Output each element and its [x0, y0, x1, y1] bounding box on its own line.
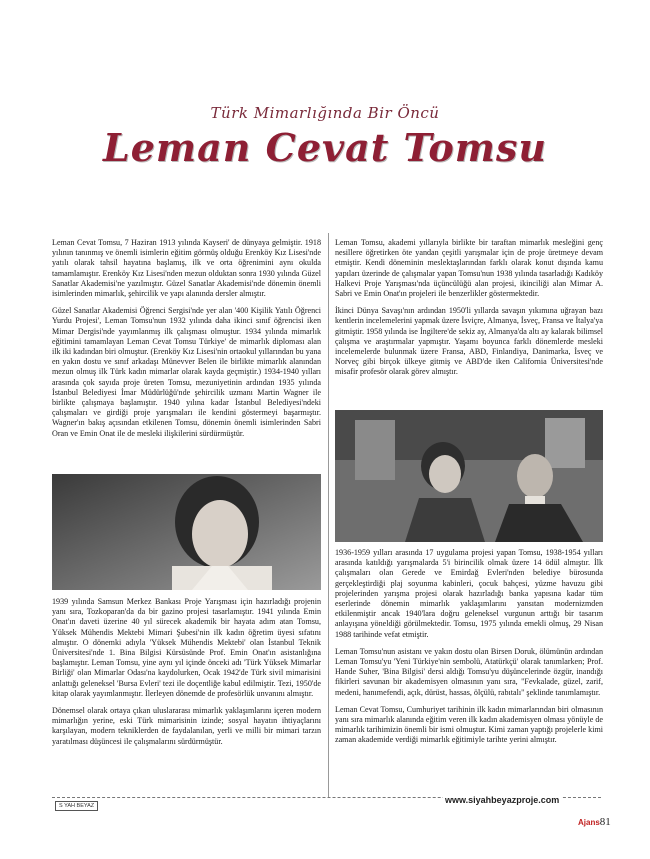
brand-logo: Ajans [578, 818, 600, 827]
paragraph: 1939 yılında Samsun Merkez Bankası Proje Yarışması için hazırladığı projenin yanı sıra, Tozkoparan'da da bir gazino projesi tasarlamıştır. 1941 yılında Emin Onat'ın daveti üzerine 40 yıl sürecek akademik bir hayata adım atan Tomsu, Yüksek Mühendis Mektebi Mimari Şubesi'nin ilk kadın öğretim üyesi sıfatını almıştır. O dönemki adıyla 'Yüksek Mühendis Mektebi' olan İstanbul Teknik Üniversitesi'nde 1. Bina Bilgisi Kürsüsünde Prof. Emin Onat'ın asistanlığına başlamıştır. Leman Tomsu, yine aynı yıl içinde önceki adı 'Türk Yüksek Mimarlar Birliği' olan Mimarlar Odası'na kaydolurken, Ocak 1942'de Türk sivil mimarisini anlattığı geleneksel 'Bursa Evleri' tezi ile doçentliğe kabul edilmiştir. Tezi, 1950'de kitap olarak yayımlanmıştır. İlerleyen dönemde de profesörlük unvanını almıştır. [52, 597, 321, 698]
paragraph: Leman Cevat Tomsu, 7 Haziran 1913 yılında Kayseri' de dünyaya gelmiştir. 1918 yılının tanınmış ve önemli isimlerin eğitim görmüş olduğu Erenköy Kız Lisesi'nde yatılı olarak tahsil hayatına başlamış, ilk ve orta öğrenimini aynı okulda tamamlamıştır. Erenköy Kız Lisesi'nden mezun olduktan sonra 1930 yılında Güzel Sanatlar Akademisi'ne yazılmıştır. Güzel Sanatlar Akademisi'nde dönemin önemli isimlerinden mimarlık, şehircilik ve yapı alanında dersler almıştır. [52, 238, 321, 299]
left-column-top [52, 238, 321, 446]
page-number: 81 [599, 816, 611, 828]
left-column-bottom [52, 597, 321, 754]
paragraph: Leman Cevat Tomsu, Cumhuriyet tarihinin ilk kadın mimarlarından biri olmasının yanı sıra mimarlık alanında eğitim veren ilk kadın akademisyen olması yönüyle de mimarlık tarihimizin önemli bir ismi olmuştur. Kimi zaman yaptığı projelerle kimi zaman akademide verdiği mimarlık eğitimiyle tarihte yerini almıştır. [335, 704, 603, 745]
paragraph: 1936-1959 yılları arasında 17 uygulama projesi yapan Tomsu, 1938-1954 yılları arasında katıldığı yarışmalarda 5'i birincilik olmak üzere 14 ödül almıştır. İlk çalışmaları olan Gerede ve Emirdağ Evleri'nden belediye bürosunda gerçekleştirdiği plaj soyunma kabinleri, çocuk bahçesi, yüzme havuzu gibi projelerinden yarışma projesi olarak hazırladığı banka yapısına kadar tüm eserlerinde dönemin mimarlık yaklaşımlarını yansıtan modernizmden etkilenmiştir ancak 1940'lara doğru geleneksel vurgunun arttığı bir tasarım anlayışına yöneldiği görülmektedir. Tomsu, 1975 yılında emekli olmuş, 29 Nisan 1988 tarihinde vefat etmiştir. [335, 548, 603, 639]
column-divider [328, 233, 329, 797]
paragraph: Güzel Sanatlar Akademisi Öğrenci Sergisi'nde yer alan '400 Kişilik Yatılı Öğrenci Yurdu Projesi', Leman Tomsu'nun 1932 yılında daha ikinci sınıf öğrencisi iken Mimar Dergisi'nde yayımlanmış ilk çalışması olmuştur. 1934 yılında mimarlık eğitimini tamamlayan Leman Cevat Tomsu Türkiye' de mimarlık diploması alan ilk iki kadından biri olmuştur. (Erenköy Kız Lisesi'nin ortaokul yıllarından bu yana en yakın dostu ve sınıf arkadaşı Münevver Belen ile birlikte mimarlık alanından mezun olmuş ilk Türk kadın mimarlar olarak kayda geçmiştir.) 1934-1940 yılları arasında çok sayıda proje üreten Tomsu, mezuniyetinin ardından 1935 yılında İstanbul Belediyesi İmar Müdürlüğü'nde şehircilik uzmanı Martin Wagner ile birlikte çalışmaya başlamıştır. 1940 yılına kadar İstanbul Belediyesi'ndeki çalışmaları ve girdiği proje yarışmaları ile kendini göstermeyi başarmıştır. Wagner'ın bakış açısından etkilenen Tomsu, dönemin önemli isimlerinden Sabri Oran ve Emin Onat ile de mesleki ilişkilerini sürdürmüştür. [52, 306, 321, 438]
portrait-photo [52, 474, 321, 590]
paragraph: Leman Tomsu, akademi yıllarıyla birlikte bir taraftan mimarlık mesleğini genç nesillere öğretirken öte yandan çeşitli yarışmalar için de proje üretmeye devam etmiştir. Kendi döneminin meslektaşlarından farklı olarak konut dışında kamu yapıları üzerinde de çalışmalar yapan Tomsu'nun 1938 yılında tasarladığı Kadıköy Halkevi Proje Yarışması'nda üçüncülüğü alan projesi, ikinciliği alan Mimar A. Sabri ve Emin Onat'ın projeleri ile benzerlikler göstermektedir. [335, 238, 603, 299]
paragraph: İkinci Dünya Savaşı'nın ardından 1950'li yıllarda savaşın yıkımına uğrayan bazı kentlerin incelemelerini yapmak üzere İsviçre, Almanya, İsveç, Fransa ve İtalya'ya gitmiştir. 1958 yılında ise İngiltere'de sekiz ay, Almanya'da altı ay kalarak bilimsel çalışma ve araştırmalar yapmıştır. Yaşamı boyunca farklı dönemlerde mesleki incelemelerde bulunmak üzere Fransa, ABD, Finlandiya, Danimarka, İsveç ve Norveç gibi birçok ülkeye gitmiş ve ABD'de iken California Üniversitesi'nde misafir profesör olarak görev almıştır. [335, 306, 603, 377]
publisher-logo: S YAH BEYAZ [55, 801, 98, 811]
right-column-top [335, 238, 603, 385]
article-title: Leman Cevat Tomsu [103, 125, 547, 170]
paragraph: Dönemsel olarak ortaya çıkan uluslararası mimarlık yaklaşımlarını içeren modern mimarlığın yerine, eski Türk mimarisinin izinde; sosyal hayatın ihtiyaçlarını karşılayan, modern tekniklerden de faydalanılan, yerli ve milli bir mimari tarzın yaratılması düşüncesi ile çalışmalarını sürdürmüştür. [52, 706, 321, 746]
paragraph: Leman Tomsu'nun asistanı ve yakın dostu olan Birsen Doruk, ölümünün ardından Leman Tomsu'yu 'Yeni Türkiye'nin sembolü, Atatürkçü' olarak tanımlarken; Prof. Hande Suher, 'Bina Bilgisi' dersi aldığı Tomsu'yu düşüncelerinde özgür, inandığı fikirleri savunan bir akademisyen olmasının yanı sıra, "Fevkalade, güzel, zarif, medeni, hanımefendi, açık, dürüst, hassas, ölçülü, rabıtalı" şeklinde tanımlamıştır. [335, 646, 603, 697]
website-link[interactable]: www.siyahbeyazproje.com [445, 795, 560, 805]
article-subtitle: Türk Mimarlığında Bir Öncü [210, 104, 440, 122]
page-number-block [578, 816, 611, 828]
right-column-bottom [335, 548, 603, 753]
group-photo [335, 410, 603, 542]
